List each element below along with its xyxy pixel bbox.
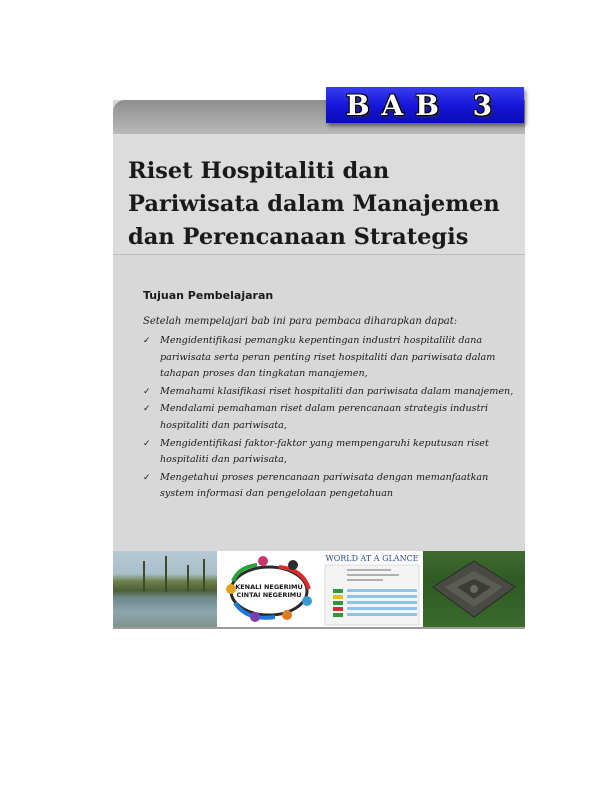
list-item [143,333,519,383]
check-icon: ✓ [143,438,151,449]
campaign-logo-image [217,551,321,627]
logo-text-line-2: CINTAI NEGERIMU [236,591,302,599]
chapter-title-line-1: Riset Hospitaliti dan [128,158,390,184]
chapter-title-line-3: dan Perencanaan Strategis [128,224,469,250]
panel-bottom-rule [113,627,525,629]
objectives-heading: Tujuan Pembelajaran [143,289,274,302]
objectives-intro: Setelah mempelajari bab ini para pembaca diharapkan dapat: [143,316,458,327]
table-graphic [321,551,423,627]
chapter-title-line-2: Pariwisata dalam Manajemen [128,191,500,217]
chapter-tab-label: BAB 3 [345,88,505,122]
check-icon: ✓ [143,472,151,483]
check-icon: ✓ [143,336,151,346]
list-item [143,401,519,434]
campaign-logo-graphic [217,551,321,627]
photo-strip [113,551,525,627]
objective-text: Mengetahui proses perencanaan pariwisata dengan memanfaatkan system informasi dan pengelolaan pengetahuan [160,471,489,500]
objectives-list [143,333,519,504]
temple-photo [423,551,525,627]
lake-photo [113,551,217,627]
temple-graphic [423,551,525,627]
chapter-title [128,155,518,254]
check-icon: ✓ [143,404,151,415]
objective-text: Mendalami pemahaman riset dalam perencanaan strategis industri hospitaliti dan pariwisata, [160,403,489,431]
check-icon: ✓ [143,386,151,397]
chapter-tab [326,87,524,123]
objective-text: Mengidentifikasi faktor-faktor yang mempengaruhi keputusan riset hospitaliti dan pariwisata, [160,437,489,466]
list-item [143,470,519,503]
objective-text: Memahami klasifikasi riset hospitaliti dan pariwisata dalam manajemen, [160,385,514,397]
list-item [143,384,519,401]
list-item [143,436,519,469]
table-title: WORLD AT A GLANCE [325,554,419,563]
objective-text: Mengidentifikasi pemangku kepentingan industri hospitalilit dana pariwisata serta peran penting riset hospitaliti dan pariwisata dalam tahapan proses dan tingkatan manajemen, [160,335,496,380]
logo-text-line-1: KENALI NEGERIMU [235,583,303,591]
world-at-a-glance-image [321,551,423,627]
